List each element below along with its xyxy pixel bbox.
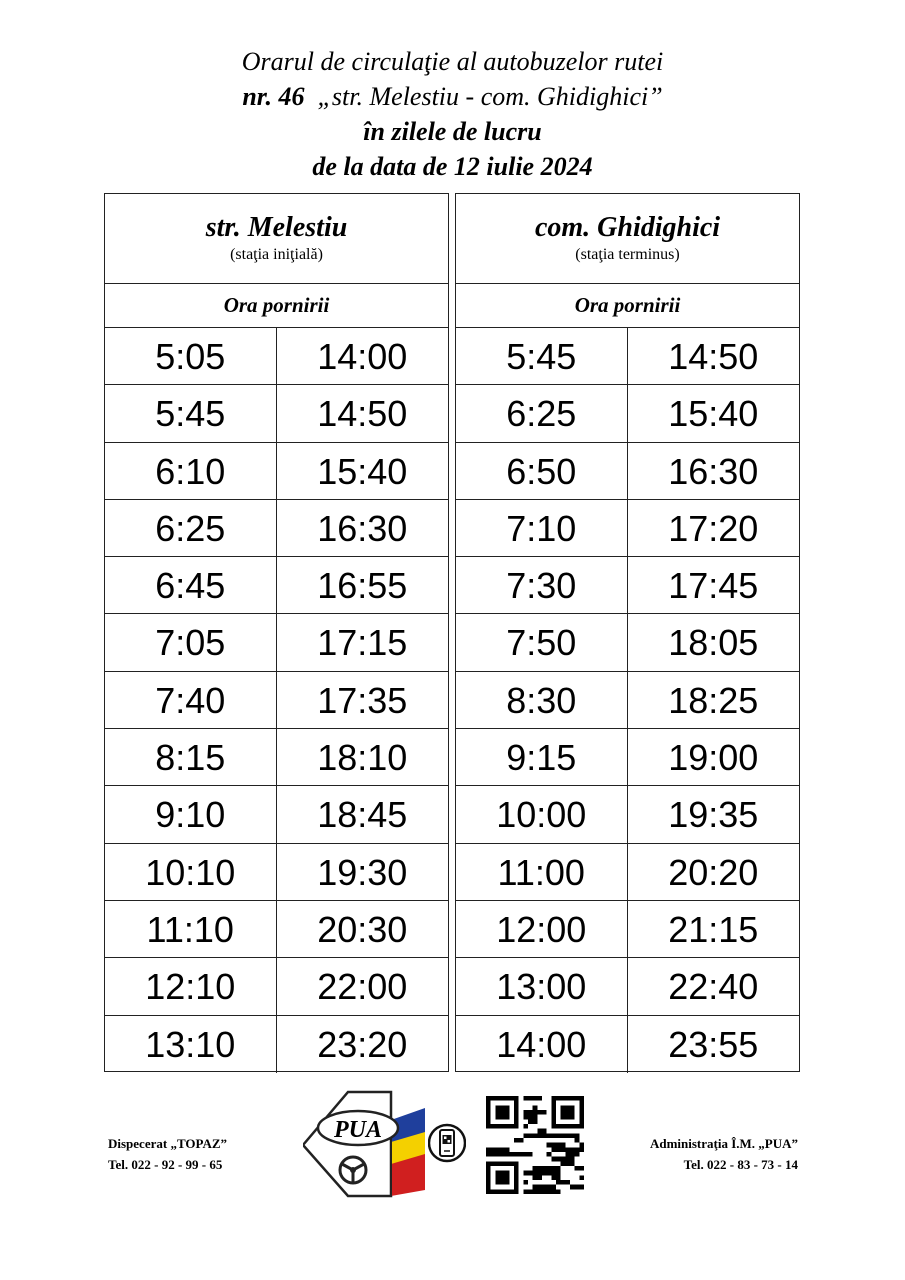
departure-times-grid [105, 328, 448, 1073]
departure-time: 20:30 [277, 901, 449, 958]
departure-time: 20:20 [628, 844, 800, 901]
administration-name: Administraţia Î.M. „PUA” [649, 1136, 798, 1151]
stop-subtitle: (staţia iniţială) [230, 246, 323, 263]
route-line [0, 79, 905, 114]
qr-code-icon[interactable] [486, 1096, 584, 1194]
departure-time: 9:15 [456, 729, 628, 786]
effective-date: de la data de 12 iulie 2024 [312, 152, 593, 181]
departure-time: 23:20 [317, 1023, 408, 1065]
route-number: nr. 46 [242, 82, 305, 111]
departure-time: 15:40 [628, 385, 800, 442]
departure-time: 18:05 [628, 614, 800, 671]
departure-time: 23:55 [668, 1023, 759, 1065]
departure-time: 18:10 [277, 729, 449, 786]
departure-time: 6:45 [105, 557, 277, 614]
dispatcher-name: Dispecerat „TOPAZ” [108, 1136, 228, 1151]
departure-time: 7:30 [456, 557, 628, 614]
departure-time: 16:55 [277, 557, 449, 614]
departure-time: 9:10 [105, 786, 277, 843]
departure-time: 6:10 [105, 443, 277, 500]
stop-header [456, 194, 799, 284]
departure-time: 6:50 [456, 443, 628, 500]
departure-time: 17:15 [277, 614, 449, 671]
departure-time: 15:40 [277, 443, 449, 500]
departure-time-label: Ora pornirii [105, 284, 448, 328]
departure-time: 7:40 [105, 672, 277, 729]
departure-time: 19:30 [277, 844, 449, 901]
administration-contact [650, 1133, 798, 1175]
stop-name: com. Ghidighici [534, 212, 721, 243]
departure-time: 18:45 [277, 786, 449, 843]
days-label: în zilele de lucru [363, 117, 542, 146]
departure-time: 7:05 [105, 614, 277, 671]
stop-subtitle: (staţia terminus) [575, 246, 680, 263]
departure-time: 11:10 [105, 901, 277, 958]
departure-time: 10:00 [456, 786, 628, 843]
stop-name: str. Melestiu [205, 212, 348, 243]
departure-time: 12:00 [456, 901, 628, 958]
departure-time: 16:30 [628, 443, 800, 500]
departure-time: 5:45 [456, 328, 628, 385]
departure-time: 14:50 [628, 328, 800, 385]
departure-time: 8:30 [456, 672, 628, 729]
schedule-header [0, 44, 905, 184]
departure-time: 18:25 [628, 672, 800, 729]
departure-time: 8:15 [105, 729, 277, 786]
departure-time: 10:10 [105, 844, 277, 901]
departure-time-label: Ora pornirii [456, 284, 799, 328]
departure-time: 6:25 [456, 385, 628, 442]
departure-time: 13:10 [105, 1016, 277, 1073]
departure-time: 17:45 [628, 557, 800, 614]
departure-time: 19:00 [628, 729, 800, 786]
logo-text: PUA [334, 1117, 382, 1143]
departure-time: 17:20 [628, 500, 800, 557]
departure-time: 19:35 [628, 786, 800, 843]
stop-header [105, 194, 448, 284]
pua-logo [303, 1090, 425, 1198]
dispatcher-contact [108, 1133, 227, 1175]
departure-time: 22:00 [277, 958, 449, 1015]
departure-time: 5:05 [105, 328, 277, 385]
departure-time: 21:15 [628, 901, 800, 958]
departure-time: 16:30 [277, 500, 449, 557]
departure-time: 12:10 [105, 958, 277, 1015]
departure-time: 11:00 [456, 844, 628, 901]
departure-time: 7:50 [456, 614, 628, 671]
departure-time: 17:35 [277, 672, 449, 729]
administration-phone: Tel. 022 - 83 - 73 - 14 [683, 1157, 798, 1172]
departure-time: 22:40 [628, 958, 800, 1015]
dispatcher-phone: Tel. 022 - 92 - 99 - 65 [108, 1157, 223, 1172]
departure-times-grid [456, 328, 799, 1073]
departure-time: 5:45 [105, 385, 277, 442]
schedule-title: Orarul de circulaţie al autobuzelor rutei [241, 47, 664, 76]
departure-time: 14:00 [456, 1016, 628, 1073]
departure-time: 7:10 [456, 500, 628, 557]
departure-time: 14:00 [277, 328, 449, 385]
timetable-ghidighici [455, 193, 800, 1072]
departure-time: 6:25 [105, 500, 277, 557]
departure-time: 14:50 [277, 385, 449, 442]
departure-time: 13:00 [456, 958, 628, 1015]
smartphone-qr-icon [428, 1122, 466, 1164]
route-name: „str. Melestiu - com. Ghidighici” [317, 82, 663, 111]
timetable-melestiu [104, 193, 449, 1072]
